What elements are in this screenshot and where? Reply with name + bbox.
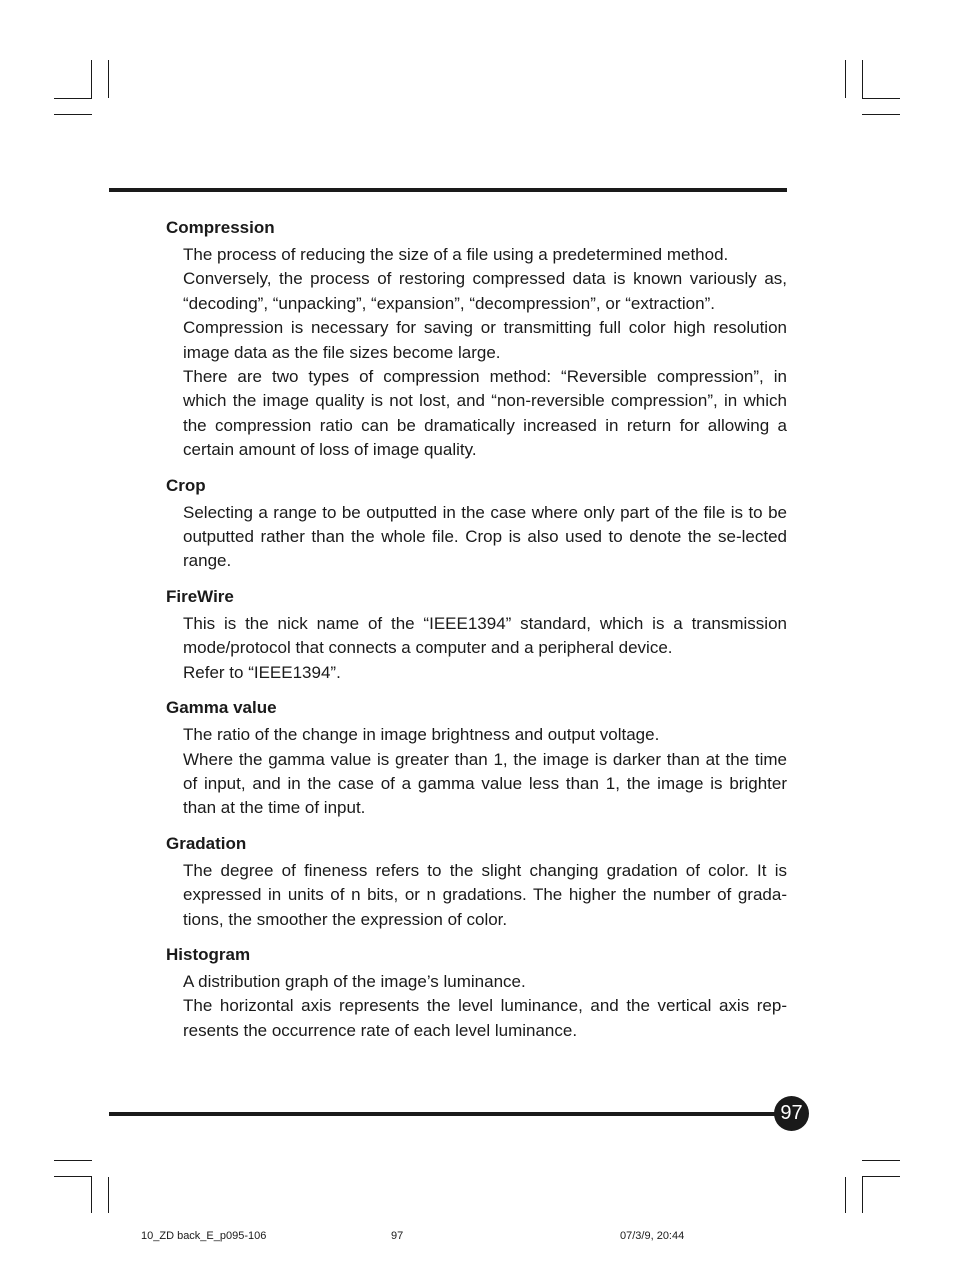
- crop-mark: [91, 60, 92, 98]
- glossary-entry-compression: [166, 216, 787, 463]
- footer-rule: [109, 1112, 779, 1116]
- crop-mark: [108, 1177, 109, 1213]
- definition-paragraph: There are two types of compression method: “Reversible compression”, in which the image quality is not lost, and “non-reversible compression”, in which the compression ratio can be dramatically increased in return for allowing a certain amount of loss of image quality.: [183, 367, 787, 460]
- term-heading: Crop: [166, 475, 206, 495]
- glossary-entry-gamma-value: [166, 696, 787, 821]
- crop-mark: [862, 1160, 900, 1161]
- definition-paragraph: The process of reducing the size of a file using a predetermined method.: [183, 245, 729, 264]
- definition-paragraph: The degree of fineness refers to the slight changing gradation of color. It is expressed in units of n bits, or n gradations. The higher the number of grada-tions, the smoother the expression of color.: [183, 860, 787, 929]
- crop-mark: [862, 114, 900, 115]
- definition-paragraph: Selecting a range to be outputted in the case where only part of the file is to be outputted rather than the whole file. Crop is also used to denote the se-lected range.: [183, 502, 787, 571]
- crop-mark: [54, 98, 92, 99]
- term-heading: Compression: [166, 218, 275, 237]
- header-rule: [109, 188, 787, 192]
- glossary-entry-histogram: [166, 943, 787, 1043]
- footer-timestamp: 07/3/9, 20:44: [620, 1230, 685, 1242]
- crop-mark: [845, 1177, 846, 1213]
- crop-mark: [862, 98, 900, 99]
- crop-mark: [108, 60, 109, 98]
- page-number-badge: 97: [774, 1096, 809, 1131]
- definition-paragraph: Compression is necessary for saving or transmitting full color high resolution image data as the file sizes become large.: [183, 318, 787, 362]
- definition-paragraph: The horizontal axis represents the level luminance, and the vertical axis rep-resents the occurrence rate of each level luminance.: [183, 996, 787, 1040]
- glossary-entry-crop: [166, 474, 787, 574]
- definition-paragraph: A distribution graph of the image’s luminance.: [183, 971, 526, 991]
- crop-mark: [845, 60, 846, 98]
- term-heading: FireWire: [166, 586, 234, 606]
- crop-mark: [862, 60, 863, 98]
- glossary-entry-firewire: [166, 585, 787, 685]
- definition-paragraph: The ratio of the change in image brightness and output voltage.: [183, 725, 660, 745]
- glossary-content: [166, 216, 787, 1054]
- glossary-entry-gradation: [166, 832, 787, 932]
- crop-mark: [91, 1177, 92, 1213]
- term-heading: Gamma value: [166, 698, 277, 718]
- definition-paragraph: Where the gamma value is greater than 1, the image is darker than at the time of input, and in the case of a gamma value less than 1, the image is brighter than at the time of input.: [183, 749, 787, 818]
- crop-mark: [54, 1176, 92, 1177]
- term-heading: Gradation: [166, 833, 247, 853]
- footer-file-name: 10_ZD back_E_p095-106: [141, 1230, 267, 1242]
- definition-paragraph: Refer to “IEEE1394”.: [183, 662, 341, 682]
- crop-mark: [862, 1176, 900, 1177]
- term-heading: Histogram: [166, 944, 251, 964]
- definition-paragraph: This is the nick name of the “IEEE1394” standard, which is a transmission mode/protocol that connects a computer and a peripheral device.: [183, 613, 787, 658]
- footer-page: 97: [391, 1230, 404, 1242]
- crop-mark: [862, 1177, 863, 1213]
- definition-paragraph: Conversely, the process of restoring compressed data is known variously as, “decoding”, “unpacking”, “expansion”, “decompression”, or “extraction”.: [183, 269, 787, 313]
- crop-mark: [54, 1160, 92, 1161]
- crop-mark: [54, 114, 92, 115]
